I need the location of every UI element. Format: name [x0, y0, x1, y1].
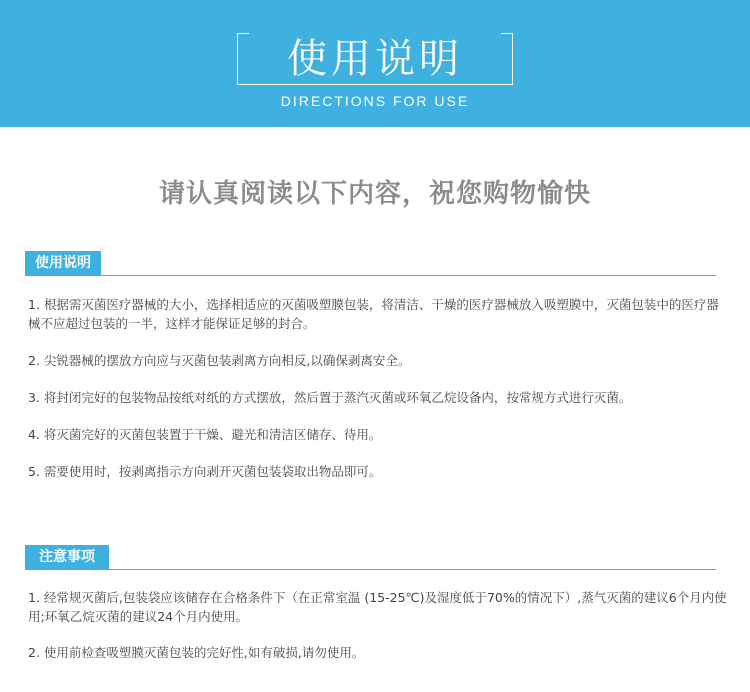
- section-rule: [25, 569, 716, 570]
- section-header-notes: [25, 545, 716, 570]
- notes-item-1: 1. 经常规灭菌后,包装袋应该储存在合格条件下（在正常室温 (15-25℃)及湿度低于70%的情况下）,蒸气灭菌的建议6个月内使用;环氧乙烷灭菌的建议24个月内使用。: [28, 590, 727, 624]
- usage-item-1: 1. 根据需灭菌医疗器械的大小，选择相适应的灭菌吸塑膜包装，将清洁、干燥的医疗器械放入吸塑膜中，灭菌包装中的医疗器械不应超过包装的一半，这样才能保证足够的封合。: [28, 297, 719, 331]
- usage-item-5: 5. 需要使用时，按剥离指示方向剥开灭菌包装袋取出物品即可。: [28, 464, 382, 479]
- usage-item-2: 2. 尖锐器械的摆放方向应与灭菌包装剥离方向相反,以确保剥离安全。: [28, 353, 411, 368]
- usage-item-4: 4. 将灭菌完好的灭菌包装置于干燥、避光和清洁区储存、待用。: [28, 427, 382, 442]
- section-tag: 使用说明: [25, 251, 101, 275]
- page-title: 使用说明: [287, 36, 463, 82]
- slogan: 请认真阅读以下内容，祝您购物愉快: [158, 179, 591, 209]
- header-banner: [0, 0, 750, 127]
- page-subtitle: DIRECTIONS FOR USE: [280, 93, 470, 109]
- section-rule: [25, 275, 716, 276]
- section-tag: 注意事项: [25, 545, 109, 569]
- usage-item-3: 3. 将封闭完好的包装物品按纸对纸的方式摆放，然后置于蒸汽灭菌或环氧乙烷设备内，按常规方式进行灭菌。: [28, 390, 632, 405]
- section-header-usage: [25, 251, 716, 276]
- title-frame: [237, 33, 513, 85]
- notes-item-2: 2. 使用前检查吸塑膜灭菌包装的完好性,如有破损,请勿使用。: [28, 645, 365, 660]
